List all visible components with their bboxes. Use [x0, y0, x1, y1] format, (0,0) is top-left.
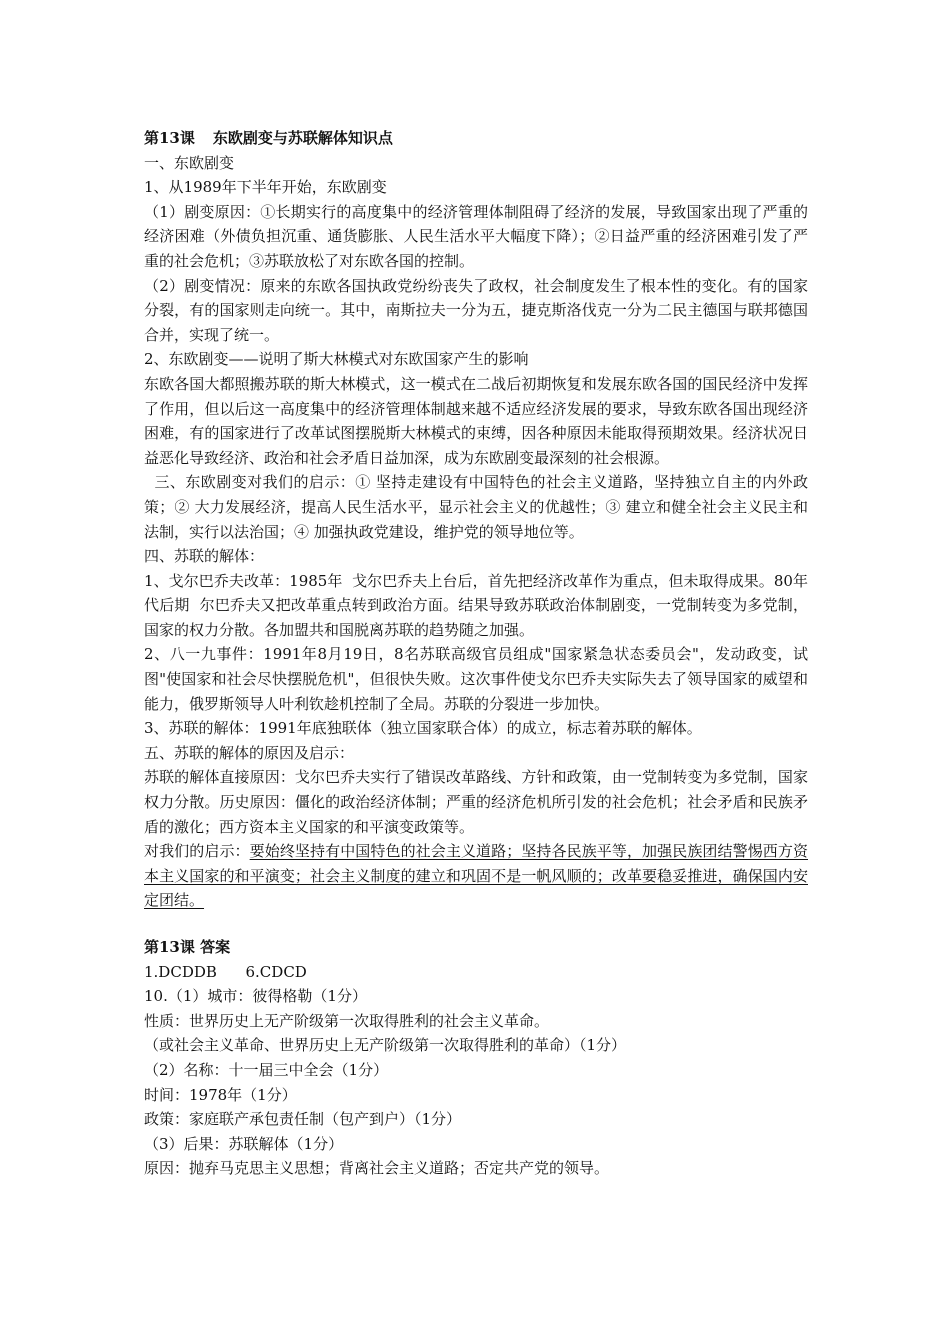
answer-line: （3）后果：苏联解体（1分）	[144, 1134, 344, 1153]
answer-line: 时间：1978年（1分）	[144, 1085, 297, 1104]
lesson-topic: 东欧剧变与苏联解体知识点	[212, 129, 393, 147]
section-heading-4: 四、苏联的解体：	[144, 547, 265, 566]
subheading-2: 2、东欧剧变——说明了斯大林模式对东欧国家产生的影响	[144, 350, 529, 369]
answer-line: 性质：世界历史上无产阶级第一次取得胜利的社会主义革命。	[144, 1011, 550, 1030]
lessons-prefix: 对我们的启示：	[144, 842, 250, 861]
paragraph-dissolution-causes: 苏联的解体直接原因：戈尔巴乔夫实行了错误改革路线、方针和政策，由一党制转变为多党制，国家权力分散。历史原因：僵化的政治经济体制；严重的经济危机所引发的社会危机；社会矛盾和民族矛盾的激化；西方资本主义国家的和平演变政策等。	[144, 768, 808, 836]
answer-line: 政策：家庭联产承包责任制（包产到户）（1分）	[144, 1110, 462, 1129]
paragraph-august-coup: 2、八一九事件：1991年8月19日，8名苏联高级官员组成"国家紧急状态委员会"，发动政变，试图"使国家和社会尽快摆脱危机"，但很快失败。这次事件使戈尔巴乔夫实际失去了领导国家的威望和能力，俄罗斯领导人叶利钦趁机控制了全局。苏联的分裂进一步加快。	[144, 645, 808, 713]
paragraph-stalin-model: 东欧各国大都照搬苏联的斯大林模式，这一模式在二战后初期恢复和发展东欧各国的国民经济中发挥了作用，但以后这一高度集中的经济管理体制越来越不适应经济发展的要求，导致东欧各国出现经济困难，有的国家进行了改革试图摆脱斯大林模式的束缚，因各种原因未能取得预期效果。经济状况日益恶化导致经济、政治和社会矛盾日益加深，成为东欧剧变最深刻的社会根源。	[144, 374, 808, 467]
section-heading-5: 五、苏联的解体的原因及启示：	[144, 743, 355, 762]
lesson-number: 第13课	[144, 129, 195, 147]
answers-title: 第13课 答案	[144, 938, 231, 956]
paragraph-situation: （2）剧变情况：原来的东欧各国执政党纷纷丧失了政权，社会制度发生了根本性的变化。有的国家分裂，有的国家则走向统一。其中，南斯拉夫一分为五，捷克斯洛伐克一分为二民主德国与联邦德国合并，实现了统一。	[144, 276, 808, 344]
subheading-1: 1、从1989年下半年开始，东欧剧变	[144, 178, 387, 197]
lesson-title	[144, 126, 808, 151]
answer-line: （或社会主义革命、世界历史上无产阶级第一次取得胜利的革命）（1分）	[144, 1036, 627, 1055]
paragraph-causes: （1）剧变原因：①长期实行的高度集中的经济管理体制阻碍了经济的发展，导致国家出现了严重的经济困难（外债负担沉重、通货膨胀、人民生活水平大幅度下降）；②日益严重的经济困难引发了严重的社会危机；③苏联放松了对东欧各国的控制。	[144, 202, 808, 270]
answer-line: （2）名称：十一届三中全会（1分）	[144, 1060, 389, 1079]
paragraph-lessons-east-europe: 三、东欧剧变对我们的启示：① 坚持走建设有中国特色的社会主义道路，坚持独立自主的内外政策；② 大力发展经济，提高人民生活水平，显示社会主义的优越性；③ 建立和健全社会主义民主和法制，实行以法治国；④ 加强执政党建设，维护党的领导地位等。	[144, 473, 808, 541]
paragraph-lessons-ussr	[144, 839, 808, 913]
answer-line: 10.（1）城市：彼得格勒（1分）	[144, 987, 367, 1006]
lessons-underlined-text: 要始终坚持有中国特色的社会主义道路；坚持各民族平等，加强民族团结警惕西方资本主义国家的和平演变；社会主义制度的建立和巩固不是一帆风顺的；改革要稳妥推进，确保国内安定团结。	[144, 842, 808, 910]
paragraph-gorbachev-reform: 1、戈尔巴乔夫改革：1985年 戈尔巴乔夫上台后，首先把经济改革作为重点，但未取得成果。80年代后期 尔巴乔夫又把改革重点转到政治方面。结果导致苏联政治体制剧变，一党制转变为多党制，国家的权力分散。各加盟共和国脱离苏联的趋势随之加强。	[144, 571, 808, 639]
answer-line: 原因：抛弃马克思主义思想；背离社会主义道路；否定共产党的领导。	[144, 1159, 610, 1178]
paragraph-dissolution: 3、苏联的解体：1991年底独联体（独立国家联合体）的成立，标志着苏联的解体。	[144, 719, 702, 738]
answer-line: 1.DCDDB 6.CDCD	[144, 962, 307, 981]
document-body	[144, 126, 808, 1181]
section-heading-1: 一、东欧剧变	[144, 153, 235, 172]
